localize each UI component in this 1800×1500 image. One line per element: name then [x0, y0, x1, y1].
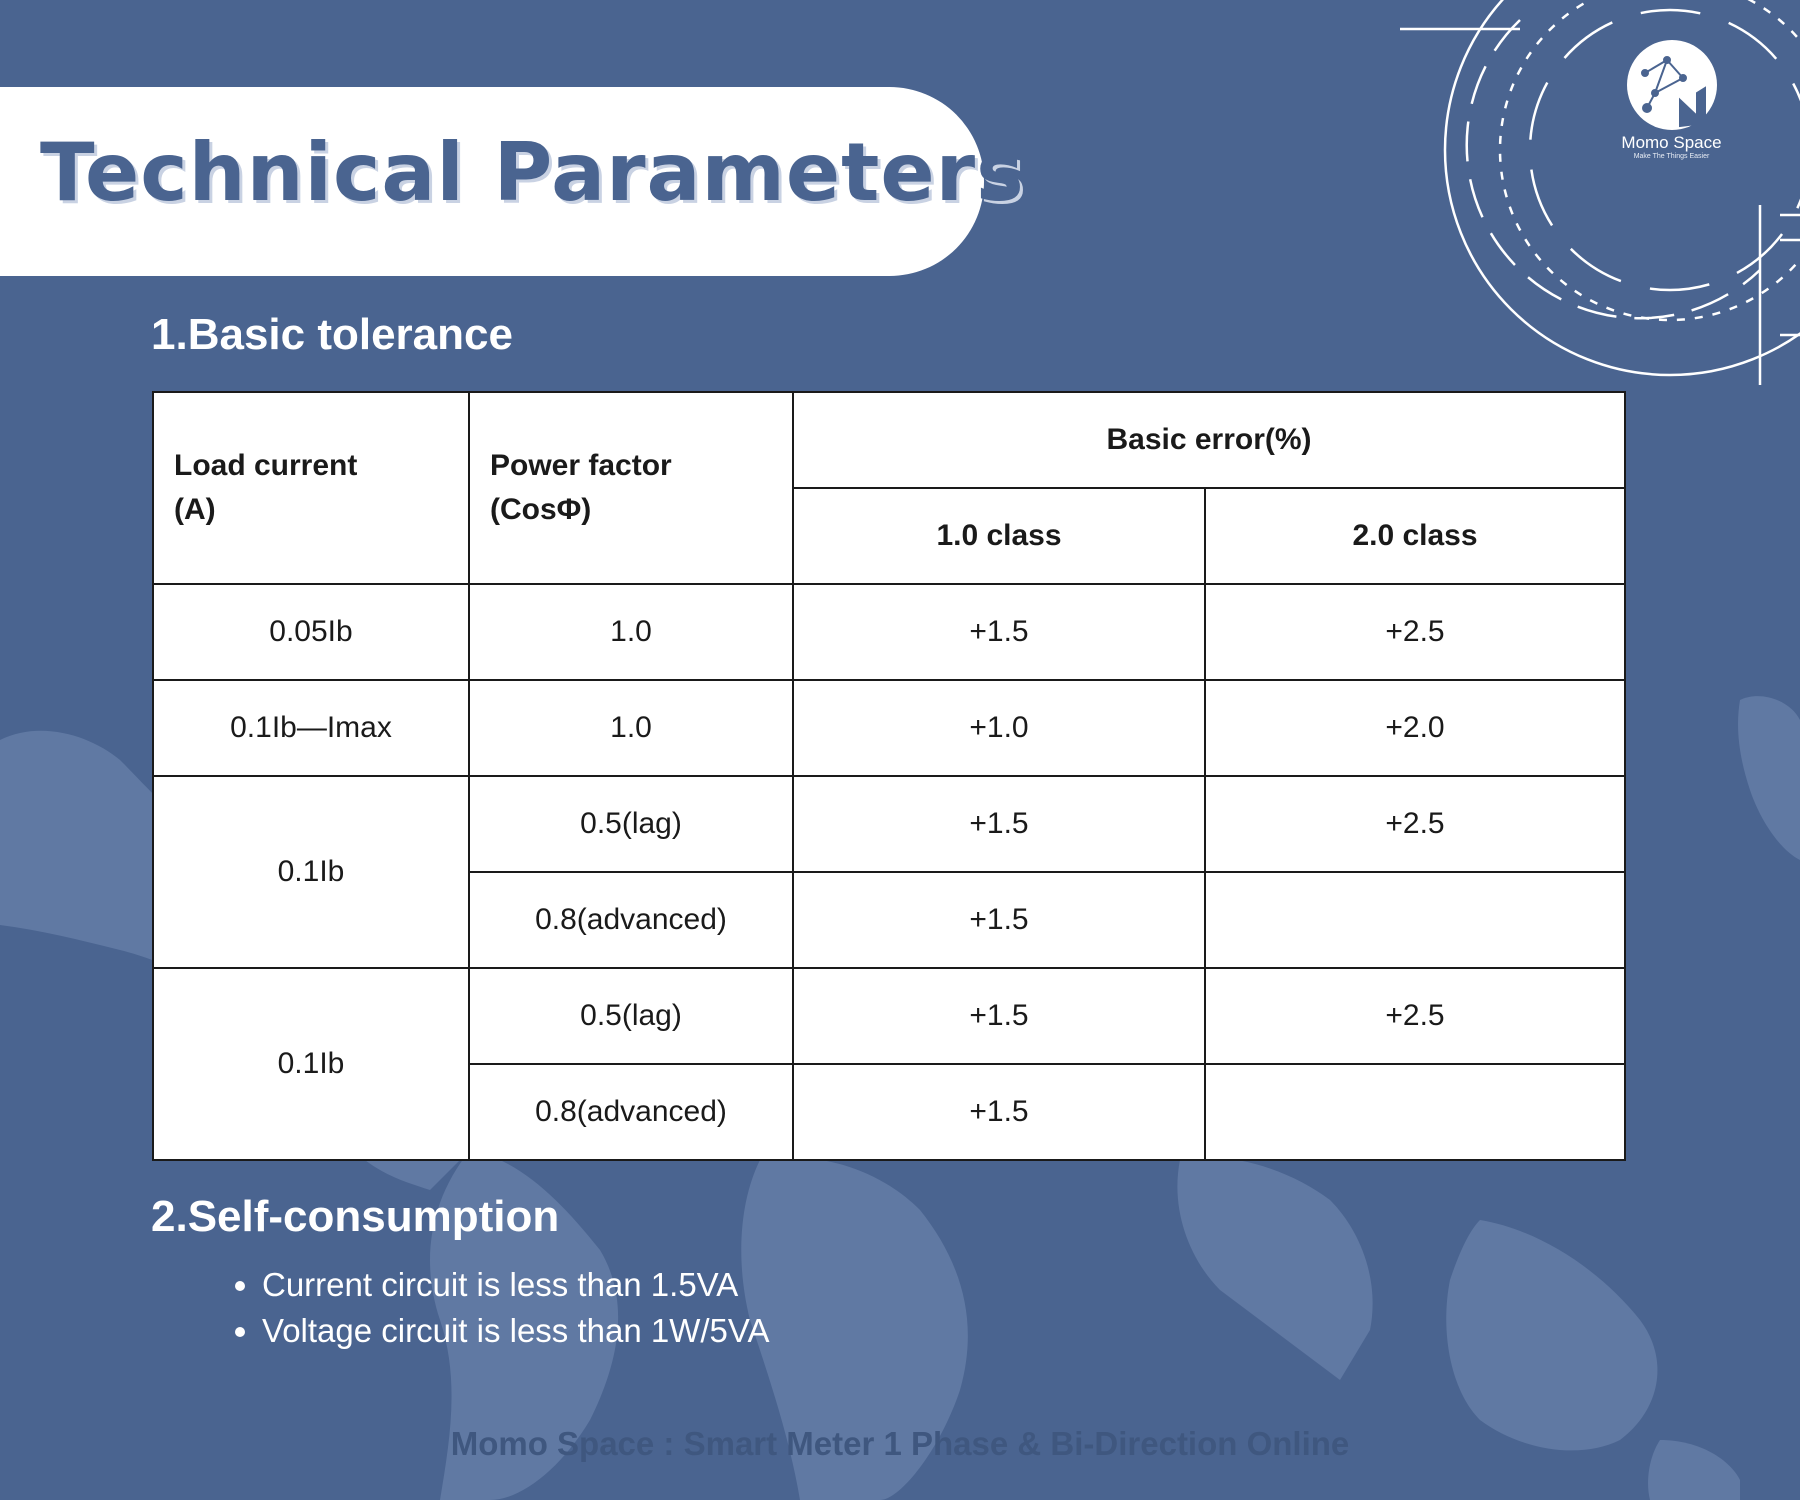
decorative-arcs [1380, 0, 1800, 390]
cell-load: 0.1Ib—Imax [153, 680, 469, 776]
cell-load: 0.1Ib [153, 776, 469, 968]
cell-power-factor: 0.8(advanced) [469, 1064, 793, 1160]
cell-power-factor: 0.5(lag) [469, 776, 793, 872]
cell-class-1: +1.5 [793, 584, 1205, 680]
section-title-basic-tolerance: 1.Basic tolerance [151, 310, 513, 359]
table-row [153, 968, 1625, 1064]
logo-tagline: Make The Things Easier [1633, 153, 1710, 160]
header-power-factor: Power factor (CosΦ) [469, 392, 793, 584]
map-landmass [1738, 696, 1800, 860]
cell-class-2: +2.5 [1205, 584, 1625, 680]
table-row [153, 776, 1625, 872]
cell-class-2: +2.5 [1205, 968, 1625, 1064]
header-basic-error: Basic error(%) [793, 392, 1625, 488]
section-title-self-consumption: 2.Self-consumption [151, 1192, 560, 1241]
cell-class-1: +1.5 [793, 968, 1205, 1064]
list-item: • Current circuit is less than 1.5VA [262, 1262, 769, 1308]
logo-name: Momo Space [1621, 133, 1722, 152]
cell-class-2 [1205, 1064, 1625, 1160]
cell-load: 0.05Ib [153, 584, 469, 680]
map-landmass [1446, 1220, 1657, 1450]
list-item: • Voltage circuit is less than 1W/5VA [262, 1308, 769, 1354]
cell-power-factor: 1.0 [469, 680, 793, 776]
cell-class-1: +1.5 [793, 1064, 1205, 1160]
cell-power-factor: 1.0 [469, 584, 793, 680]
cell-class-2 [1205, 872, 1625, 968]
momo-space-logo-icon [1625, 38, 1719, 132]
table-row [153, 584, 1625, 680]
cell-class-1: +1.5 [793, 872, 1205, 968]
header-load-current: Load current (A) [153, 392, 469, 584]
cell-class-1: +1.5 [793, 776, 1205, 872]
cell-class-1: +1.0 [793, 680, 1205, 776]
table-header-row [153, 392, 1625, 488]
basic-tolerance-table [152, 391, 1626, 1161]
footer-watermark: Momo Space : Smart Meter 1 Phase & Bi-Direction Online [450, 1425, 1350, 1462]
header-class-1: 1.0 class [793, 488, 1205, 584]
self-consumption-list [210, 1262, 769, 1354]
cell-class-2: +2.5 [1205, 776, 1625, 872]
page-title: Technical Parameters [40, 126, 1025, 219]
table-row [153, 680, 1625, 776]
header-class-2: 2.0 class [1205, 488, 1625, 584]
map-landmass [1177, 1157, 1372, 1380]
cell-power-factor: 0.8(advanced) [469, 872, 793, 968]
cell-class-2: +2.0 [1205, 680, 1625, 776]
cell-power-factor: 0.5(lag) [469, 968, 793, 1064]
cell-load: 0.1Ib [153, 968, 469, 1160]
